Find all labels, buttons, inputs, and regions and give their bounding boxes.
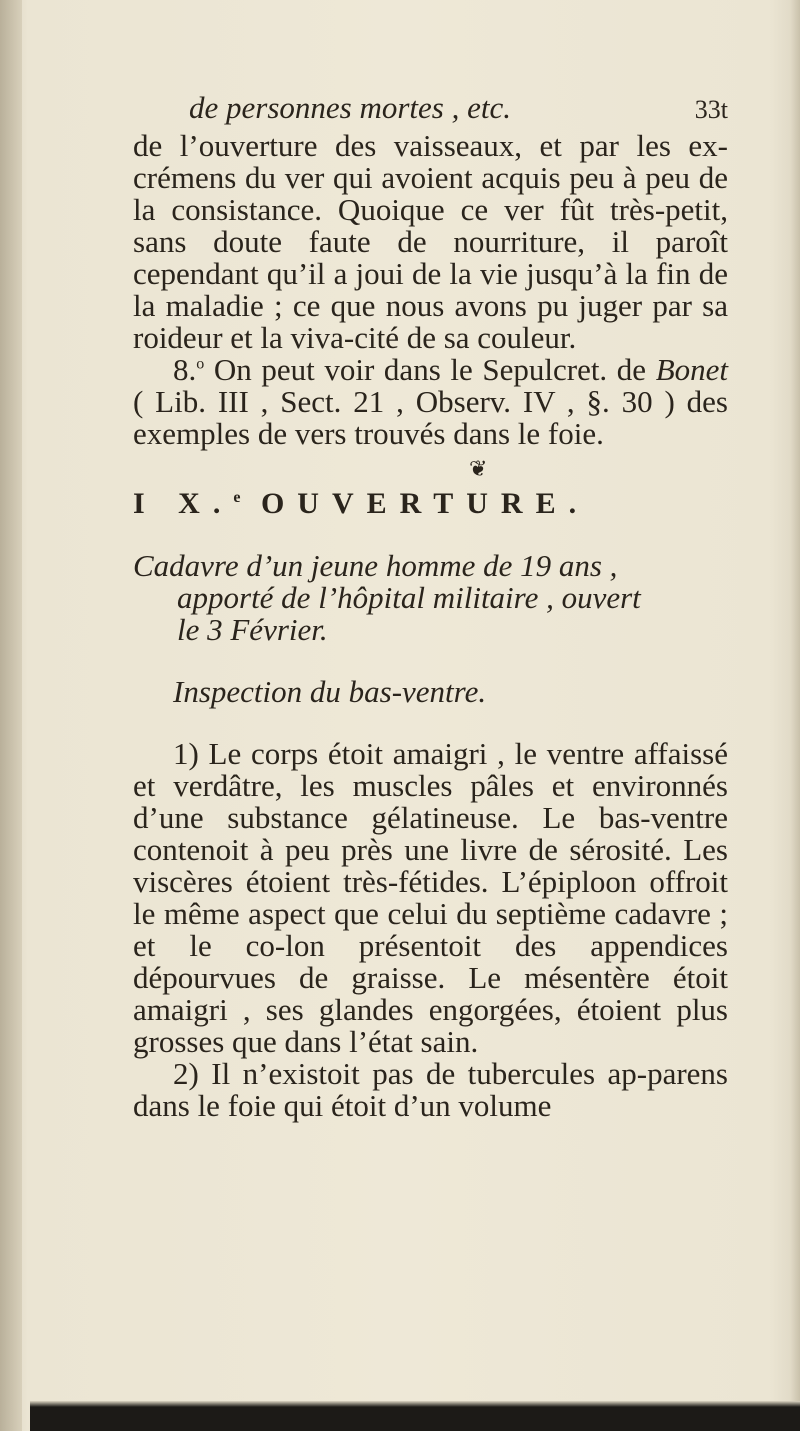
fleuron-icon: ❦ [469,456,488,481]
subheading: Inspection du bas-ventre. [173,674,487,709]
section-heading [133,488,728,520]
section-numeral: I X. [133,487,234,520]
case-title-line: apporté de l’hôpital militaire , ouvert [177,580,641,615]
ordinal-mark: o [196,355,205,373]
paragraph-1: 1) Le corps étoit amaigri , le ventre affaissé et verdâtre, les muscles pâles et environnés d’une substance gélatineuse. Le bas-ventre contenoit à peu près une livre de sérosité. Les viscères étoient très-fétides. L’épiploon offroit le même aspect que celui du septième cadavre ; et le co-lon présentoit des appendices dépourvues de graisse. Le mésentère étoit amaigri , ses glandes engorgées, étoient plus grosses que dans l’état sain. [133,736,728,1059]
section-numeral-sup: e [233,489,241,506]
page-edge [790,0,800,1431]
case-title-line: Cadavre d’un jeune homme de 19 ans , [133,548,618,583]
paragraph-number: 8. [173,352,197,387]
binding-gutter [0,0,22,1431]
author-name: Bonet [655,352,728,387]
paragraph-text: On peut voir dans le Sepulcret. de [204,352,656,387]
scan-bottom-edge [30,1401,800,1431]
running-head [133,92,728,126]
paragraph-2: 2) Il n’existoit pas de tubercules ap-parens dans le foie qui étoit d’un volume [133,1056,728,1123]
text-block [133,92,728,1122]
paragraph-text-cont: ( Lib. III , Sect. 21 , Observ. IV , §. 30 ) des exemples de vers trouvés dans le foie. [133,384,728,451]
running-head-title: de personnes mortes , etc. [189,90,511,125]
page-number: 33t [694,95,728,124]
section-word: OUVERTURE. [260,487,590,520]
paragraph-8 [133,354,728,450]
paragraph-continued: de l’ouverture des vaisseaux, et par les ex-crémens du ver qui avoient acquis peu à peu de la consistance. Quoique ce ver fût très-petit, sans doute faute de nourriture, il paroît cependant qu’il a joui de la vie jusqu’à la fin de la maladie ; ce que nous avons pu juger par sa roideur et la viva-cité de sa couleur. [133,128,728,355]
case-title [133,550,728,646]
case-title-line: le 3 Février. [177,612,328,647]
